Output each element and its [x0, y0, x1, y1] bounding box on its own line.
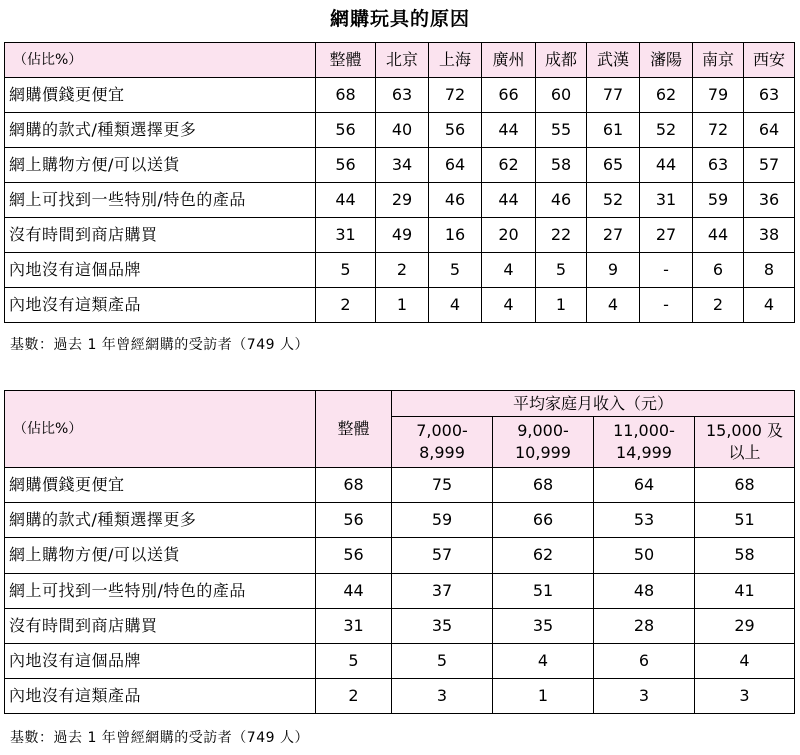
table-cell: 16: [429, 218, 482, 253]
table-cell: 59: [392, 503, 493, 538]
table-cell: 1: [493, 679, 594, 714]
table-cell: 27: [640, 218, 693, 253]
table-cell: 58: [536, 148, 587, 183]
table-cell: 3: [392, 679, 493, 714]
table-cell: 64: [429, 148, 482, 183]
table-cell: 44: [316, 573, 392, 608]
table-cell: 4: [587, 288, 640, 323]
income-range-end: 8,999: [419, 443, 465, 462]
table-cell: 44: [482, 183, 536, 218]
table-cell: 56: [316, 148, 376, 183]
table-cell: 5: [536, 253, 587, 288]
table-cell: 5: [316, 643, 392, 678]
table-cell: 68: [695, 468, 795, 503]
table-cell: 27: [587, 218, 640, 253]
table-cell: 62: [640, 78, 693, 113]
table-cell: 68: [316, 78, 376, 113]
table-cell: 52: [640, 113, 693, 148]
table-cell: 75: [392, 468, 493, 503]
table-cell: 4: [482, 288, 536, 323]
table-row: [5, 288, 795, 323]
row-label: 網購的款式/種類選擇更多: [5, 503, 316, 538]
table-cell: 31: [316, 608, 392, 643]
table-cell: 60: [536, 78, 587, 113]
income-column-header: [493, 417, 594, 468]
column-header: 武漢: [587, 43, 640, 78]
table-cell: 64: [744, 113, 795, 148]
table-cell: 3: [695, 679, 795, 714]
table-cell: 6: [693, 253, 744, 288]
table-cell: 22: [536, 218, 587, 253]
table-cell: 44: [693, 218, 744, 253]
table-cell: 29: [695, 608, 795, 643]
income-range-end: 10,999: [515, 443, 571, 462]
table-cell: 56: [316, 503, 392, 538]
table-cell: 44: [482, 113, 536, 148]
table-row: [5, 183, 795, 218]
income-column-header: [695, 417, 795, 468]
base-note: 基數：過去 1 年曾經網購的受訪者（749 人）: [10, 337, 309, 353]
table-cell: 72: [693, 113, 744, 148]
table-cell: -: [640, 288, 693, 323]
table-cell: 63: [376, 78, 429, 113]
table-cell: 68: [493, 468, 594, 503]
table-cell: 66: [482, 78, 536, 113]
table-cell: 66: [493, 503, 594, 538]
group-header: 平均家庭月收入（元）: [392, 391, 795, 417]
table-cell: 63: [744, 78, 795, 113]
table-cell: 48: [594, 573, 695, 608]
table-cell: 51: [493, 573, 594, 608]
income-range-end: 14,999: [616, 443, 672, 462]
table-cell: 57: [744, 148, 795, 183]
row-label: 網上可找到一些特別/特色的產品: [5, 573, 316, 608]
table-cell: 50: [594, 538, 695, 573]
table-cell: 52: [587, 183, 640, 218]
income-breakdown-table: [4, 390, 795, 714]
corner-label: （佔比%）: [5, 391, 316, 468]
table-cell: 40: [376, 113, 429, 148]
table-row: [5, 78, 795, 113]
row-label: 網購價錢更便宜: [5, 468, 316, 503]
table-cell: 2: [376, 253, 429, 288]
row-label: 網上可找到一些特別/特色的產品: [5, 183, 316, 218]
table-cell: 9: [587, 253, 640, 288]
table-row: [5, 679, 795, 714]
table-cell: 51: [695, 503, 795, 538]
table-cell: 8: [744, 253, 795, 288]
table-cell: 1: [376, 288, 429, 323]
table-cell: 46: [536, 183, 587, 218]
base-note-2: 基數：過去 1 年曾經網購的受訪者（749 人）: [10, 730, 309, 746]
table-cell: 34: [376, 148, 429, 183]
table-cell: 56: [316, 113, 376, 148]
column-header: 上海: [429, 43, 482, 78]
table-row: [5, 573, 795, 608]
table-cell: 1: [536, 288, 587, 323]
table-cell: 79: [693, 78, 744, 113]
table-cell: 3: [594, 679, 695, 714]
row-label: 沒有時間到商店購買: [5, 608, 316, 643]
table-cell: 68: [316, 468, 392, 503]
table-cell: 55: [536, 113, 587, 148]
table-cell: 37: [392, 573, 493, 608]
table-cell: 38: [744, 218, 795, 253]
table-cell: 4: [695, 643, 795, 678]
row-label: 內地沒有這個品牌: [5, 643, 316, 678]
table-cell: 58: [695, 538, 795, 573]
table-row: [5, 643, 795, 678]
table-cell: 29: [376, 183, 429, 218]
column-header: 成都: [536, 43, 587, 78]
table-cell: 56: [429, 113, 482, 148]
table-row: [5, 113, 795, 148]
corner-label: （佔比%）: [5, 43, 316, 78]
table-cell: 31: [316, 218, 376, 253]
table-cell: 35: [493, 608, 594, 643]
row-label: 網上購物方便/可以送貨: [5, 148, 316, 183]
column-header: 西安: [744, 43, 795, 78]
table-cell: 63: [693, 148, 744, 183]
table-cell: 2: [316, 679, 392, 714]
table-cell: 31: [640, 183, 693, 218]
table-row: [5, 503, 795, 538]
table-row: [5, 538, 795, 573]
income-range-end: 以上: [728, 443, 761, 462]
table-cell: 53: [594, 503, 695, 538]
column-header: 整體: [316, 43, 376, 78]
header-row: [5, 391, 795, 417]
table-cell: 5: [429, 253, 482, 288]
row-label: 網上購物方便/可以送貨: [5, 538, 316, 573]
column-header: 南京: [693, 43, 744, 78]
income-range-start: 7,000-: [416, 421, 468, 440]
table-cell: 62: [482, 148, 536, 183]
table-cell: 36: [744, 183, 795, 218]
table-cell: 35: [392, 608, 493, 643]
income-column-header: [392, 417, 493, 468]
table-cell: 6: [594, 643, 695, 678]
column-header: 整體: [316, 391, 392, 468]
table-cell: 61: [587, 113, 640, 148]
column-header: 瀋陽: [640, 43, 693, 78]
table-cell: 2: [693, 288, 744, 323]
table-cell: 4: [744, 288, 795, 323]
table-row: [5, 608, 795, 643]
income-range-start: 11,000-: [613, 421, 675, 440]
table-cell: 56: [316, 538, 392, 573]
table-cell: 44: [316, 183, 376, 218]
header-row: [5, 43, 795, 78]
table-cell: 41: [695, 573, 795, 608]
table-cell: 46: [429, 183, 482, 218]
table-cell: 44: [640, 148, 693, 183]
table-row: [5, 148, 795, 183]
row-label: 內地沒有這類產品: [5, 679, 316, 714]
table-row: [5, 253, 795, 288]
income-range-start: 15,000 及: [705, 421, 784, 440]
table-cell: 28: [594, 608, 695, 643]
table-cell: 65: [587, 148, 640, 183]
table-cell: 59: [693, 183, 744, 218]
table-row: [5, 468, 795, 503]
city-breakdown-table: [4, 42, 795, 323]
table-cell: 2: [316, 288, 376, 323]
column-header: 廣州: [482, 43, 536, 78]
table-row: [5, 218, 795, 253]
income-range-start: 9,000-: [517, 421, 569, 440]
row-label: 網購價錢更便宜: [5, 78, 316, 113]
table-cell: 64: [594, 468, 695, 503]
row-label: 網購的款式/種類選擇更多: [5, 113, 316, 148]
table-cell: 72: [429, 78, 482, 113]
table-cell: 62: [493, 538, 594, 573]
table-cell: -: [640, 253, 693, 288]
table-cell: 49: [376, 218, 429, 253]
table-cell: 5: [392, 643, 493, 678]
table-cell: 5: [316, 253, 376, 288]
table-cell: 77: [587, 78, 640, 113]
row-label: 內地沒有這個品牌: [5, 253, 316, 288]
row-label: 沒有時間到商店購買: [5, 218, 316, 253]
table-cell: 4: [482, 253, 536, 288]
table-cell: 57: [392, 538, 493, 573]
table-cell: 20: [482, 218, 536, 253]
income-column-header: [594, 417, 695, 468]
table-cell: 4: [493, 643, 594, 678]
page-title: 網購玩具的原因: [329, 8, 470, 30]
table-cell: 4: [429, 288, 482, 323]
row-label: 內地沒有這類產品: [5, 288, 316, 323]
column-header: 北京: [376, 43, 429, 78]
